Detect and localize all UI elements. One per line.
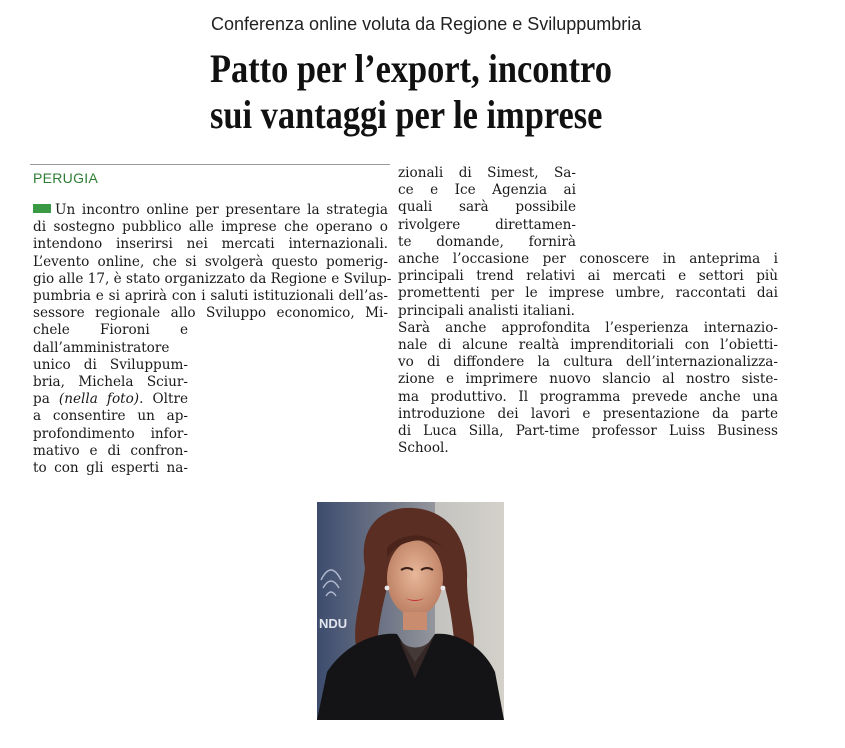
text-line: zionali di Simest, Sa- <box>398 165 576 181</box>
dateline: PERUGIA <box>33 170 99 186</box>
text-line: anche l’occasione per conoscere in anteprima i <box>398 251 778 268</box>
text-line: rivolgere direttamen- <box>398 216 576 233</box>
headline <box>210 46 612 138</box>
portrait-illustration <box>317 502 504 720</box>
portrait-photo <box>317 502 504 720</box>
text-line: chele Fioroni e <box>33 322 188 339</box>
text-line: quali sarà possibile <box>398 199 576 216</box>
text-line: pa (nella foto). Oltre <box>33 391 189 408</box>
article-column-left <box>33 202 392 477</box>
text-line: unico di Sviluppum- <box>33 356 188 373</box>
text-line: di Luca Silla, Part-time professor Luiss Business <box>398 423 778 440</box>
article-column-right <box>398 165 778 457</box>
text-line: to con gli esperti na- <box>33 460 188 477</box>
text-line: bria, Michela Sciur- <box>33 374 188 391</box>
text-line: gio alle 17, è stato organizzato da Regione e Svilup- <box>33 270 392 287</box>
headline-line-2: sui vantaggi per le imprese <box>210 92 603 137</box>
text-line: Un incontro online per presentare la strategia <box>33 202 388 219</box>
text-line: profondimento infor- <box>33 425 188 442</box>
dateline-rule <box>30 164 390 165</box>
text-line: introduzione dei lavori e presentazione da parte <box>398 405 778 422</box>
text-line: di sostegno pubblico alle imprese che operano o <box>33 219 388 236</box>
text-line: a consentire un ap- <box>33 408 188 425</box>
text-line: intendono inserirsi nei mercati internazionali. <box>33 236 388 253</box>
text-line: dall’amministratore <box>33 339 170 356</box>
photo-logo-text: NDU <box>319 616 348 631</box>
text-line: te domande, fornirà <box>398 233 576 250</box>
text-line: nale di alcune realtà imprenditoriali con l’obietti- <box>398 337 778 354</box>
text-line: L’evento online, che si svolgerà questo pomerig- <box>33 253 388 270</box>
text-line: sessore regionale allo Sviluppo economico, Mi- <box>33 305 388 322</box>
text-line: promettenti per le imprese umbre, raccontati dai <box>398 285 778 302</box>
photo-reference: (nella foto) <box>58 391 140 408</box>
text-line: School. <box>398 440 449 457</box>
text-line: pumbria e si aprirà con i saluti istituzionali dell’as- <box>33 288 388 305</box>
text-line: vo di diffondere la cultura dell’internazionalizza- <box>398 354 778 371</box>
kicker: Conferenza online voluta da Regione e Sviluppumbria <box>211 14 642 34</box>
text-line: principali trend relativi ai mercati e settori più <box>398 268 778 285</box>
section-marker <box>33 204 51 213</box>
text-line: ce e Ice Agenzia ai <box>398 182 576 199</box>
text-line: ma produttivo. Il programma prevede anche una <box>398 388 778 405</box>
text-line: principali analisti italiani. <box>398 302 575 319</box>
headline-line-1: Patto per l’export, incontro <box>210 46 612 91</box>
text-line: zione e imprimere nuovo slancio al nostro siste- <box>398 371 778 388</box>
text-line: Sarà anche approfondita l’esperienza internazio- <box>398 319 778 336</box>
text-line: mativo e di confron- <box>33 442 188 459</box>
